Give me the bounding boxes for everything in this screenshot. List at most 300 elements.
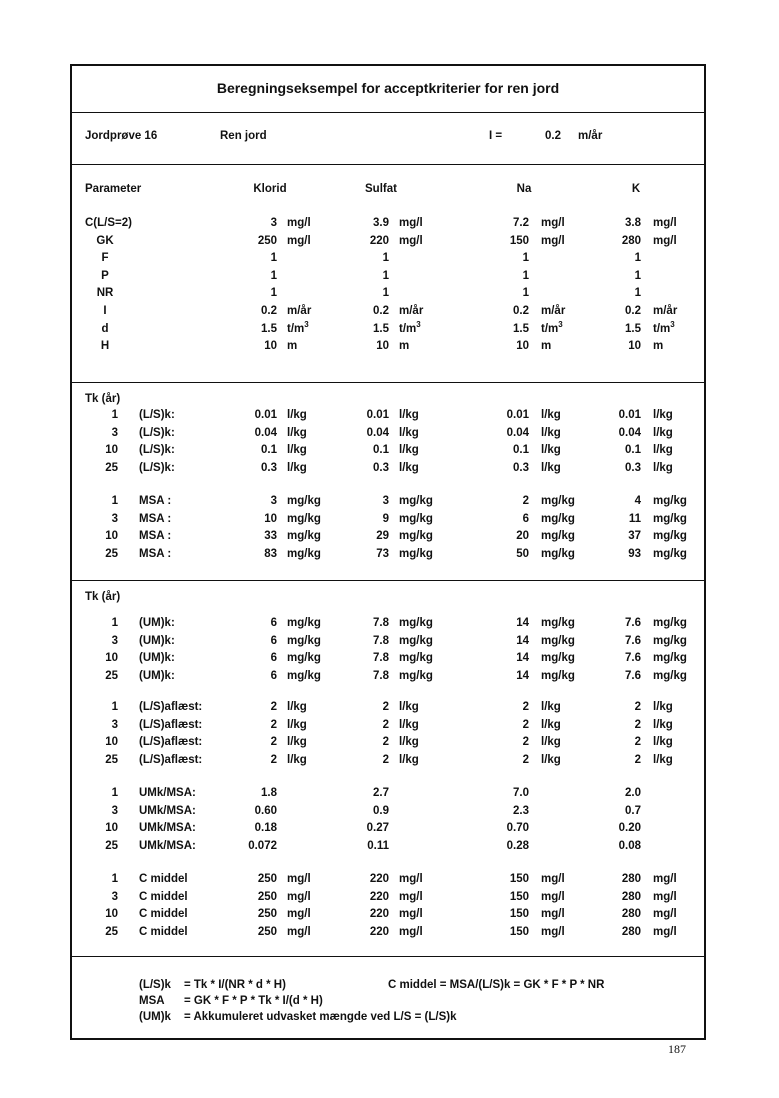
unit-label: l/kg [653, 736, 673, 749]
unit-label: mg/kg [653, 652, 687, 665]
parameter-name: I [103, 305, 107, 317]
unit-label: l/kg [399, 718, 419, 731]
cell-value: 7.0 [513, 787, 529, 799]
row-label: C middel [139, 925, 188, 938]
infiltration-unit: m/år [578, 130, 603, 142]
cell-value: 280 [621, 234, 641, 247]
row-label: MSA : [139, 495, 172, 507]
cell-value: 0.01 [618, 409, 641, 421]
divider [72, 382, 704, 383]
cell-value: 37 [628, 530, 641, 543]
cell-value: 0.7 [625, 804, 641, 817]
cell-value: 0.1 [513, 444, 529, 457]
cell-value: 250 [257, 873, 277, 885]
unit-label: l/kg [541, 444, 561, 457]
unit-label: mg/kg [541, 617, 575, 629]
row-label: (L/S)aflæst: [139, 718, 203, 731]
unit-label: l/kg [541, 426, 561, 439]
cell-value: 0.1 [373, 444, 389, 457]
cell-value: 14 [516, 669, 529, 682]
cell-value: 150 [509, 873, 529, 885]
unit-label: mg/kg [287, 634, 321, 647]
tk-header: Tk (år) [85, 591, 121, 603]
unit-superscript: 3 [416, 319, 421, 329]
divider [72, 164, 704, 165]
cell-value: 1 [634, 252, 641, 265]
unit-label: l/kg [287, 409, 307, 421]
unit-label: mg/l [287, 873, 311, 885]
row-label: UMk/MSA: [139, 804, 196, 817]
infiltration-value: 0.2 [545, 130, 561, 142]
cell-value: 2.3 [513, 804, 529, 817]
tk-value: 25 [105, 925, 118, 938]
unit-label: mg/kg [541, 547, 575, 560]
unit-label: l/kg [287, 426, 307, 439]
cell-value: 14 [516, 652, 529, 665]
tk-value: 3 [111, 634, 118, 647]
unit-label: l/kg [287, 736, 307, 749]
unit-label: mg/l [287, 234, 311, 247]
cell-value: 1 [522, 269, 529, 282]
formula-um-expr: = Akkumuleret udvasket mængde ved L/S = (L/S)k [184, 1011, 457, 1023]
cell-value: 0.1 [261, 444, 277, 457]
cell-value: 7.6 [625, 634, 641, 647]
cell-value: 220 [369, 234, 389, 247]
cell-value: 0.3 [261, 461, 277, 474]
cell-value: 0.27 [366, 822, 389, 835]
divider [72, 580, 704, 581]
cell-value: 2.7 [373, 787, 389, 799]
cell-value: 2 [382, 753, 389, 766]
tk-value: 10 [105, 822, 118, 835]
unit-label: mg/kg [287, 512, 321, 525]
unit-label: l/kg [287, 753, 307, 766]
cell-value: 2 [522, 753, 529, 766]
formula-c-middel: C middel = MSA/(L/S)k = GK * F * P * NR [388, 979, 605, 991]
tk-value: 3 [111, 890, 118, 903]
unit-label: l/kg [541, 409, 561, 421]
unit-label: m/år [287, 305, 312, 317]
unit-label: mg/kg [287, 547, 321, 560]
tk-value: 1 [111, 617, 118, 629]
cell-value: 1.8 [261, 787, 277, 799]
unit-label: mg/kg [541, 530, 575, 543]
cell-value: 1 [522, 252, 529, 265]
unit-label: mg/l [287, 925, 311, 938]
cell-value: 2 [382, 701, 389, 713]
table-frame [70, 64, 706, 1040]
unit-label: mg/l [653, 873, 677, 885]
unit-label: l/kg [653, 409, 673, 421]
cell-value: 250 [257, 234, 277, 247]
cell-value: 1 [522, 287, 529, 300]
parameter-header: Parameter [85, 183, 142, 195]
row-label: MSA : [139, 547, 172, 560]
cell-value: 150 [509, 890, 529, 903]
unit-label: mg/l [541, 234, 565, 247]
unit-label: mg/kg [653, 669, 687, 682]
cell-value: 0.04 [254, 426, 277, 439]
tk-value: 10 [105, 736, 118, 749]
unit-label: mg/kg [541, 495, 575, 507]
unit-label: $t/m^3$ [287, 319, 309, 335]
unit-label: mg/l [399, 890, 423, 903]
row-label: UMk/MSA: [139, 822, 196, 835]
cell-value: 150 [509, 234, 529, 247]
cell-value: 50 [516, 547, 529, 560]
tk-value: 10 [105, 444, 118, 457]
unit-label: $t/m^3$ [653, 319, 675, 335]
formula-msa-name: MSA [139, 995, 165, 1007]
unit-label: mg/kg [653, 530, 687, 543]
cell-value: 6 [270, 669, 277, 682]
unit-label: mg/l [541, 925, 565, 938]
formula-um-name: (UM)k [139, 1011, 171, 1023]
unit-label: mg/l [541, 908, 565, 921]
unit-label: l/kg [287, 718, 307, 731]
tk-value: 3 [111, 426, 118, 439]
cell-value: 2 [522, 495, 529, 507]
cell-value: 220 [369, 873, 389, 885]
unit-label: l/kg [399, 444, 419, 457]
unit-label: mg/l [399, 217, 423, 229]
cell-value: 7.8 [373, 669, 389, 682]
formula-ls-name: (L/S)k [139, 979, 171, 991]
unit-label: l/kg [541, 461, 561, 474]
unit-label: mg/l [653, 925, 677, 938]
cell-value: 1 [270, 252, 277, 265]
cell-value: 93 [628, 547, 641, 560]
row-label: MSA : [139, 512, 172, 525]
cell-value: 7.6 [625, 669, 641, 682]
unit-label: m [541, 340, 552, 353]
unit-label: l/kg [399, 753, 419, 766]
unit-label: mg/l [399, 873, 423, 885]
unit-superscript: 3 [670, 319, 675, 329]
cell-value: 150 [509, 925, 529, 938]
unit-label: mg/l [653, 217, 677, 229]
parameter-name: P [101, 269, 109, 282]
cell-value: 2 [270, 718, 277, 731]
cell-value: 280 [621, 890, 641, 903]
tk-value: 3 [111, 512, 118, 525]
unit-label: l/kg [541, 701, 561, 713]
row-label: (UM)k: [139, 617, 175, 629]
unit-label: m/år [653, 305, 678, 317]
unit-label: m [287, 340, 298, 353]
row-label: MSA : [139, 530, 172, 543]
unit-label: l/kg [541, 718, 561, 731]
tk-value: 25 [105, 669, 118, 682]
cell-value: 220 [369, 908, 389, 921]
row-label: (L/S)aflæst: [139, 736, 203, 749]
cell-value: 2 [634, 718, 641, 731]
cell-value: 10 [628, 340, 641, 353]
unit-label: mg/kg [399, 617, 433, 629]
cell-value: 220 [369, 890, 389, 903]
cell-value: 250 [257, 890, 277, 903]
tk-value: 25 [105, 753, 118, 766]
cell-value: 9 [382, 512, 389, 525]
cell-value: 20 [516, 530, 529, 543]
cell-value: 1.5 [261, 322, 277, 335]
unit-label: l/kg [653, 461, 673, 474]
unit-label: mg/kg [653, 617, 687, 629]
cell-value: 0.2 [373, 305, 389, 317]
formula-msa-expr: = GK * F * P * Tk * I/(d * H) [184, 995, 323, 1007]
unit-label: l/kg [399, 701, 419, 713]
cell-value: 14 [516, 617, 529, 629]
cell-value: 220 [369, 925, 389, 938]
tk-value: 25 [105, 839, 118, 852]
tk-value: 1 [111, 873, 118, 885]
unit-label: l/kg [399, 409, 419, 421]
unit-label: mg/kg [541, 634, 575, 647]
unit-label: mg/l [399, 925, 423, 938]
column-header-na: Na [516, 183, 532, 195]
tk-header: Tk (år) [85, 393, 121, 405]
unit-label: mg/kg [653, 495, 687, 507]
cell-value: 1 [382, 269, 389, 282]
unit-label: m [653, 340, 664, 353]
row-label: (UM)k: [139, 669, 175, 682]
cell-value: 7.6 [625, 617, 641, 629]
row-label: UMk/MSA: [139, 787, 196, 799]
unit-label: mg/kg [653, 634, 687, 647]
cell-value: 250 [257, 908, 277, 921]
cell-value: 0.3 [373, 461, 389, 474]
cell-value: 10 [264, 512, 277, 525]
cell-value: 2 [382, 718, 389, 731]
cell-value: 2.0 [625, 787, 641, 799]
unit-label: mg/kg [287, 617, 321, 629]
unit-label: mg/kg [287, 495, 321, 507]
cell-value: 0.01 [506, 409, 529, 421]
cell-value: 0.60 [254, 804, 277, 817]
tk-value: 1 [111, 787, 118, 799]
cell-value: 11 [628, 512, 641, 525]
parameter-name: F [101, 252, 109, 265]
cell-value: 0.70 [506, 822, 529, 835]
cell-value: 7.8 [373, 652, 389, 665]
cell-value: 2 [634, 753, 641, 766]
cell-value: 10 [264, 340, 277, 353]
cell-value: 1.5 [625, 322, 641, 335]
unit-label: mg/kg [541, 669, 575, 682]
unit-label: l/kg [541, 736, 561, 749]
cell-value: 6 [270, 617, 277, 629]
unit-label: m/år [541, 305, 566, 317]
cell-value: 0.18 [254, 822, 277, 835]
cell-value: 0.9 [373, 804, 389, 817]
cell-value: 0.2 [625, 305, 641, 317]
tk-value: 25 [105, 547, 118, 560]
cell-value: 29 [376, 530, 389, 543]
unit-label: mg/kg [399, 547, 433, 560]
unit-label: mg/kg [541, 512, 575, 525]
infiltration-label: I = [489, 130, 503, 142]
page-number: 187 [668, 1042, 686, 1056]
cell-value: 0.04 [618, 426, 641, 439]
cell-value: 2 [634, 701, 641, 713]
cell-value: 2 [522, 736, 529, 749]
unit-label: mg/kg [653, 547, 687, 560]
unit-label: l/kg [653, 753, 673, 766]
cell-value: 6 [270, 652, 277, 665]
unit-label: mg/kg [653, 512, 687, 525]
unit-label: m [399, 340, 410, 353]
unit-label: l/kg [653, 426, 673, 439]
cell-value: 1 [382, 252, 389, 265]
page-title: Beregningseksempel for acceptkriterier for ren jord [216, 80, 560, 96]
unit-label: mg/kg [541, 652, 575, 665]
unit-label: mg/kg [399, 652, 433, 665]
formula-ls-expr: = Tk * I/(NR * d * H) [184, 979, 286, 991]
cell-value: 2 [270, 753, 277, 766]
sample-type: Ren jord [220, 130, 267, 142]
cell-value: 2 [270, 736, 277, 749]
cell-value: 2 [634, 736, 641, 749]
parameter-name: H [100, 340, 110, 353]
cell-value: 6 [270, 634, 277, 647]
cell-value: 2 [382, 736, 389, 749]
cell-value: 0.01 [366, 409, 389, 421]
column-header-klorid: Klorid [253, 183, 287, 195]
sample-label: Jordprøve 16 [85, 130, 158, 142]
tk-value: 10 [105, 908, 118, 921]
row-label: (UM)k: [139, 634, 175, 647]
unit-label: mg/kg [287, 669, 321, 682]
tk-value: 10 [105, 652, 118, 665]
unit-label: l/kg [653, 444, 673, 457]
unit-label: mg/l [399, 908, 423, 921]
unit-label: l/kg [399, 736, 419, 749]
unit-label: mg/l [287, 908, 311, 921]
cell-value: 1 [270, 287, 277, 300]
unit-label: mg/l [541, 890, 565, 903]
tk-value: 3 [111, 804, 118, 817]
row-label: (L/S)aflæst: [139, 753, 203, 766]
unit-label: mg/l [653, 890, 677, 903]
cell-value: 4 [634, 495, 641, 507]
cell-value: 7.6 [625, 652, 641, 665]
unit-label: mg/kg [399, 512, 433, 525]
cell-value: 14 [516, 634, 529, 647]
unit-label: l/kg [653, 701, 673, 713]
unit-label: l/kg [541, 753, 561, 766]
row-label: (L/S)k: [139, 426, 175, 439]
parameter-name: d [101, 322, 109, 335]
column-header-k: K [631, 183, 641, 195]
cell-value: 280 [621, 925, 641, 938]
cell-value: 280 [621, 908, 641, 921]
cell-value: 10 [376, 340, 389, 353]
row-label: C middel [139, 908, 188, 921]
tk-value: 1 [111, 409, 118, 421]
cell-value: 73 [376, 547, 389, 560]
unit-label: l/kg [287, 701, 307, 713]
row-label: (UM)k: [139, 652, 175, 665]
unit-label: l/kg [287, 461, 307, 474]
cell-value: 2 [270, 701, 277, 713]
cell-value: 0.28 [506, 839, 529, 852]
cell-value: 3.8 [625, 217, 641, 229]
row-label: C middel [139, 890, 188, 903]
tk-value: 25 [105, 461, 118, 474]
divider [72, 956, 704, 957]
cell-value: 3 [270, 495, 277, 507]
cell-value: 0.04 [506, 426, 529, 439]
tk-value: 10 [105, 530, 118, 543]
cell-value: 0.2 [513, 305, 529, 317]
cell-value: 0.2 [261, 305, 277, 317]
unit-label: mg/kg [287, 530, 321, 543]
unit-label: mg/l [287, 890, 311, 903]
row-label: (L/S)k: [139, 461, 175, 474]
column-header-sulfat: Sulfat [365, 183, 397, 195]
cell-value: 0.072 [248, 839, 277, 852]
unit-label: mg/l [541, 217, 565, 229]
cell-value: 7.8 [373, 634, 389, 647]
cell-value: 0.20 [618, 822, 641, 835]
cell-value: 0.3 [513, 461, 529, 474]
unit-label: mg/kg [399, 530, 433, 543]
cell-value: 1.5 [373, 322, 389, 335]
cell-value: 1 [382, 287, 389, 300]
unit-label: mg/kg [399, 634, 433, 647]
tk-value: 1 [111, 701, 118, 713]
unit-label: l/kg [399, 426, 419, 439]
cell-value: 10 [516, 340, 529, 353]
tk-value: 1 [111, 495, 118, 507]
unit-label: $t/m^3$ [399, 319, 421, 335]
unit-label: mg/l [653, 908, 677, 921]
row-label: (L/S)aflæst: [139, 701, 203, 713]
unit-label: mg/kg [399, 495, 433, 507]
row-label: UMk/MSA: [139, 839, 196, 852]
unit-label: mg/l [399, 234, 423, 247]
row-label: C middel [139, 873, 188, 885]
cell-value: 0.1 [625, 444, 641, 457]
cell-value: 150 [509, 908, 529, 921]
divider [72, 112, 704, 113]
unit-label: mg/l [287, 217, 311, 229]
cell-value: 1 [270, 269, 277, 282]
cell-value: 0.11 [367, 839, 389, 852]
parameter-name: GK [96, 234, 114, 247]
unit-label: $t/m^3$ [541, 319, 563, 335]
row-label: (L/S)k: [139, 444, 175, 457]
cell-value: 2 [522, 701, 529, 713]
unit-label: l/kg [653, 718, 673, 731]
unit-label: mg/kg [399, 669, 433, 682]
cell-value: 0.04 [366, 426, 389, 439]
unit-label: mg/l [541, 873, 565, 885]
unit-label: l/kg [399, 461, 419, 474]
cell-value: 83 [264, 547, 277, 560]
cell-value: 3 [382, 495, 389, 507]
tk-value: 3 [111, 718, 118, 731]
cell-value: 6 [522, 512, 529, 525]
unit-label: mg/l [653, 234, 677, 247]
unit-superscript: 3 [558, 319, 563, 329]
cell-value: 7.8 [373, 617, 389, 629]
parameter-name: C(L/S=2) [85, 217, 132, 229]
cell-value: 0.01 [254, 409, 277, 421]
cell-value: 1.5 [513, 322, 529, 335]
cell-value: 3 [270, 217, 277, 229]
cell-value: 0.3 [625, 461, 641, 474]
